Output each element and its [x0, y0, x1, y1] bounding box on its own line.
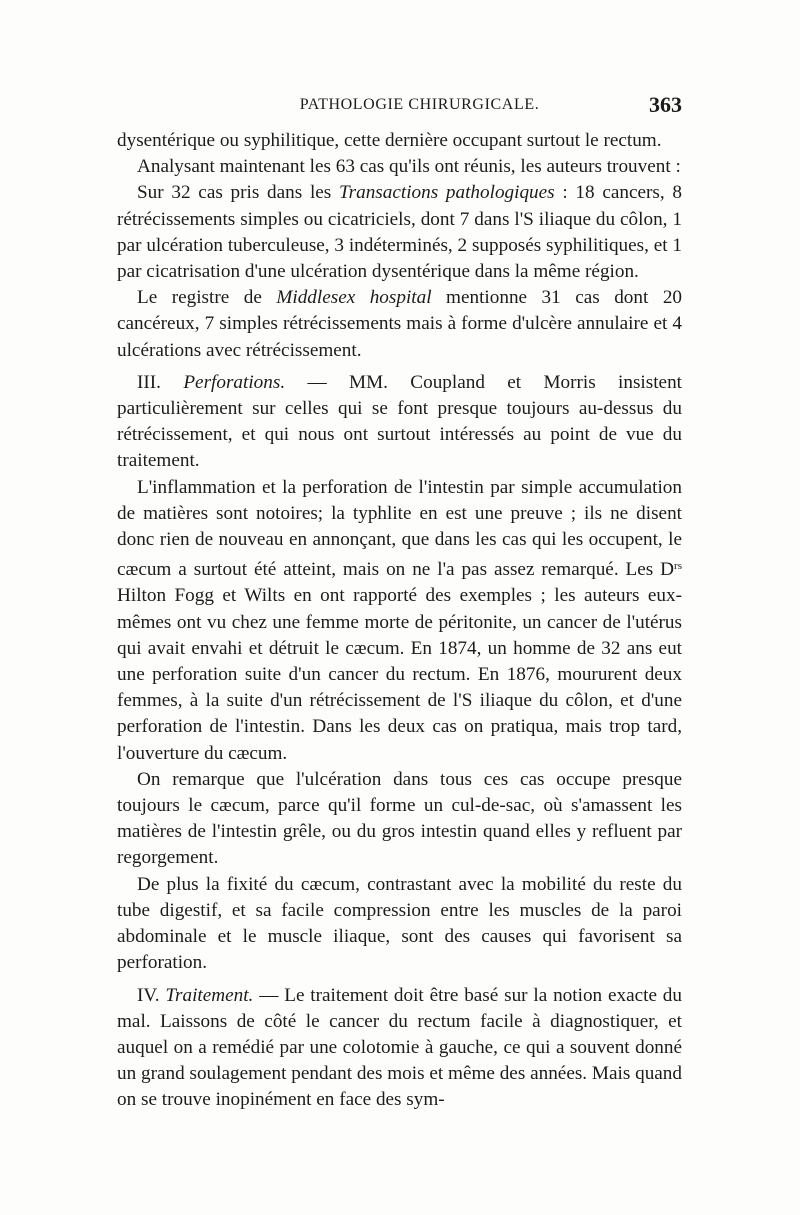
- paragraph-middlesex: [117, 285, 682, 364]
- paragraph-inflammation: [117, 475, 682, 767]
- section-perforations: [117, 370, 682, 475]
- italic-source-title: Transactions pathologiques: [339, 182, 555, 204]
- running-head: [117, 92, 682, 122]
- paragraph-text: On remarque que l'ulcération dans tous ces cas occupe presque toujours le cæcum, parce qu'il forme un cul-de-sac, où s'amassent les matières de l'intestin grêle, ou du gros intestin quand elles y refluent par regorgement.: [117, 768, 682, 869]
- paragraph-text: mentionne 31 cas dont 20 cancéreux, 7 simples rétrécissements mais à forme d'ulcère annulaire et 4 ulcérations avec rétrécissement.: [117, 287, 683, 361]
- body-text: [117, 128, 682, 1114]
- paragraph-fixity: [117, 872, 682, 977]
- section-heading: Traitement.: [165, 984, 254, 1006]
- paragraph-text: dysentérique ou syphilitique, cette dernière occupant surtout le rectum.: [117, 130, 662, 151]
- paragraph-analysis: [117, 154, 682, 180]
- paragraph-transactions: [117, 180, 682, 285]
- paragraph-text: De plus la fixité du cæcum, contrastant avec la mobilité du reste du tube digestif, et sa facile compression entre les muscles de la paroi abdominale et le muscle iliaque, sont des causes qui favorisent sa perforation.: [117, 873, 682, 974]
- paragraph-text: — MM. Coupland et Morris insistent particulièrement sur celles qui se font presque toujours au-dessus du rétrécissement, et qui nous ont surtout intéressés au point de vue du traitement.: [117, 371, 683, 472]
- paragraph-text: : 18 cancers, 8 rétrécissements simples ou cicatriciels, dont 7 dans l'S iliaque du côlon, 1 par ulcération tuberculeuse, 3 indéterminés, 2 supposés syphilitiques, et 1 par cicatrisation d'une ulcération dysentérique dans la même région.: [117, 182, 682, 283]
- paragraph-continuation: [117, 128, 682, 154]
- section-number: IV.: [137, 984, 166, 1006]
- paragraph-text: Hilton Fogg et Wilts en ont rapporté des exemples ; les auteurs eux-mêmes ont vu chez une femme morte de péritonite, un cancer de l'utérus qui avait envahi et détruit le cæcum. En 1874, un homme de 32 ans eut une perforation suite d'un cancer du rectum. En 1876, moururent deux femmes, à la suite d'un rétrécissement de l'S iliaque du côlon, et d'une perforation de l'intestin. Dans les deux cas on pratiqua, mais trop tard, l'ouverture du cæcum.: [117, 585, 682, 764]
- italic-hospital-name: Middlesex hospital: [276, 287, 432, 309]
- paragraph-text: — Le traitement doit être basé sur la notion exacte du mal. Laissons de côté le cancer du rectum facile à diagnostiquer, et auquel on a remédié par une colotomie à gauche, ce qui a souvent donné un grand soulagement pendant des mois et même des années. Mais quand on se trouve inopinément en face des sym-: [117, 984, 682, 1111]
- paragraph-caecum: [117, 767, 682, 872]
- paragraph-text: Le registre de: [137, 287, 277, 309]
- paragraph-text: Sur 32 cas pris dans les: [137, 182, 340, 204]
- page-number: 363: [649, 92, 682, 117]
- section-heading: Perforations.: [183, 371, 286, 393]
- running-title: PATHOLOGIE CHIRURGICALE.: [299, 96, 540, 113]
- section-traitement: [117, 983, 682, 1114]
- section-number: III.: [137, 371, 184, 393]
- paragraph-text: Analysant maintenant les 63 cas qu'ils ont réunis, les auteurs trouvent :: [137, 156, 681, 178]
- superscript-abbreviation: rs: [674, 560, 682, 573]
- paragraph-text: L'inflammation et la perforation de l'intestin par simple accumulation de matières sont notoires; la typhlite en est une preuve ; ils ne disent donc rien de nouveau en annonçant, que dans les cas qui les occupent, le cæcum a surtout été atteint, mais on ne l'a pas assez remarqué. Les D: [117, 476, 682, 581]
